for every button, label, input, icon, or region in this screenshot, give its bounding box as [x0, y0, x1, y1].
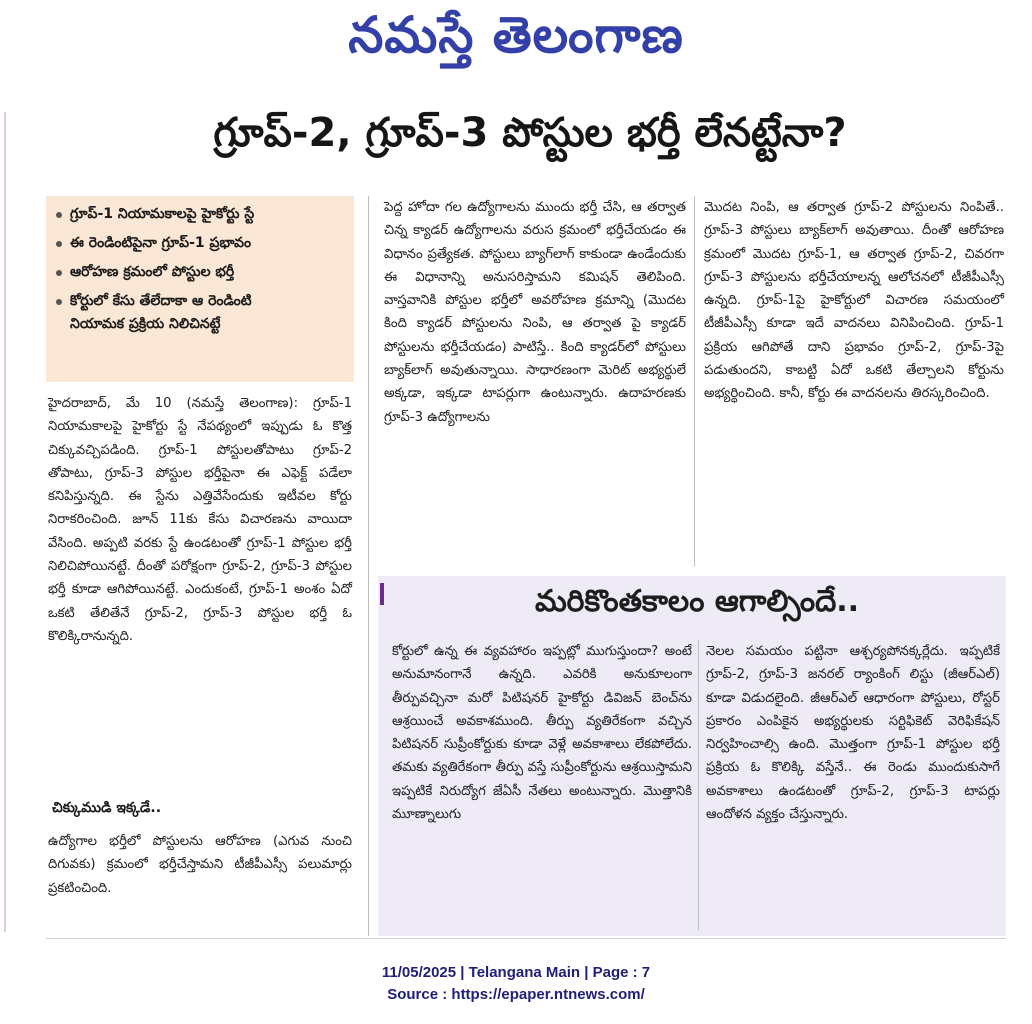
highlights-box	[46, 196, 354, 382]
article-column-1-continued	[48, 830, 352, 900]
paragraph: నెలల సమయం పట్టినా ఆశ్చర్యపోనక్కర్లేదు. ఇప్పటికే గ్రూప్-2, గ్రూప్-3 జనరల్ ర్యాంకింగ్ లిస్టు (జీఆర్ఎల్) కూడా విడుదలైంది. జీఆర్ఎల్ ఆధారంగా పోస్టులు, రోస్టర్ ప్రకారం ఎంపికైన అభ్యర్థులకు సర్టిఫికెట్ వెరిఫికేషన్ నిర్వహించాల్సి ఉంది. మొత్తంగా గ్రూప్-1 పోస్టుల భర్తీ ప్రక్రియ ఓ కొలిక్కి వస్తేనే.. ఈ రెండు ముందుకుసాగే అవకాశాలు ఉండటంతో గ్రూప్-2, గ్రూప్-3 టాపర్లు ఆందోళన వ్యక్తం చేస్తున్నారు.	[706, 644, 1000, 823]
highlight-item	[46, 258, 354, 287]
highlight-text: ఈ రెండింటిపైనా గ్రూప్-1 ప్రభావం	[70, 235, 252, 251]
sidebar-accent-bar	[380, 583, 384, 605]
highlight-text: నియామక ప్రక్రియ నిలిచినట్టే	[70, 316, 221, 332]
article-column-2	[384, 196, 686, 429]
highlight-text: కోర్టులో కేసు తేలేదాకా ఆ రెండింటి	[70, 293, 252, 309]
bullet-icon	[56, 299, 62, 305]
highlight-text: ఆరోహణ క్రమంలో పోస్టుల భర్తీ	[70, 264, 235, 280]
highlight-item	[46, 200, 354, 229]
page-footer	[0, 962, 1032, 1006]
bottom-rule	[46, 938, 1006, 939]
column-divider	[694, 196, 695, 566]
paragraph: మొదట నింపి, ఆ తర్వాత గ్రూప్-2 పోస్టులను నింపితే.. గ్రూప్-3 పోస్టులు బ్యాక్‌లాగ్ అవుతాయి. దీంతో ఆరోహణ క్రమంలో మొదట గ్రూప్-1, ఆ తర్వాత గ్రూప్-2, చివరగా గ్రూప్-3 పోస్టులను భర్తీచేయాలన్న ఆలోచనలో టీజీపీఎస్సీ ఉన్నది. గ్రూప్-1పై హైకోర్టులో విచారణ సమయంలో టీజీపీఎస్సీ కూడా ఇదే వాదనలు వినిపించింది. గ్రూప్-1 ప్రక్రియ ఆగిపోతే దాని ప్రభావం గ్రూప్-2, గ్రూప్-3పై పడుతుందని, కాబట్టి ఏదో ఒకటి తేల్చాలని కోర్టును అభ్యర్థించింది. కానీ, కోర్టు ఈ వాదనలను తిరస్కరించింది.	[704, 200, 1004, 402]
sidebar-column-2	[706, 640, 1000, 826]
highlight-item-continued	[46, 316, 354, 339]
footer-source-link[interactable]: Source : https://epaper.ntnews.com/	[387, 986, 645, 1003]
sidebar-story-title: మరికొంతకాలం ఆగాల్సిందే..	[534, 584, 860, 619]
footer-edition-info: 11/05/2025 | Telangana Main | Page : 7	[381, 964, 651, 981]
highlight-item	[46, 229, 354, 258]
article-column-3	[704, 196, 1004, 406]
paragraph: హైదరాబాద్, మే 10 (నమస్తే తెలంగాణ): గ్రూప్-1 నియామకాలపై హైకోర్టు స్టే నేపథ్యంలో ఇప్పుడు ఓ కొత్త చిక్కువచ్చిపడింది. గ్రూప్-1 పోస్టులతోపాటు గ్రూప్-2 తోపాటు, గ్రూప్-3 పోస్టుల భర్తీపైనా ఈ ఎఫెక్ట్ పడేలా కనిపిస్తున్నది. ఈ స్టేను ఎత్తివేసేందుకు ఇటీవల కోర్టు నిరాకరించింది. జూన్ 11కు కేసు విచారణను వాయిదా వేసింది. అప్పటి వరకు స్టే ఉండటంతో గ్రూప్-1 పోస్టుల భర్తీ నిలిచిపోయినట్టే. దీంతో పరోక్షంగా గ్రూప్-2, గ్రూప్-3 పోస్టుల భర్తీ కూడా ఆగిపోయినట్టే. ఎందుకంటే, గ్రూప్-1 అంశం ఏదో ఒకటి తేలితేనే గ్రూప్-2, గ్రూప్-3 పోస్టుల భర్తీ ఓ కొలిక్కిరానున్నది.	[48, 396, 352, 644]
article-subhead: చిక్కుముడి ఇక్కడే..	[52, 800, 162, 816]
paragraph: కోర్టులో ఉన్న ఈ వ్యవహారం ఇప్పట్లో ముగుస్తుందా? అంటే అనుమానంగానే ఉన్నది. ఎవరికి అనుకూలంగా తీర్పువచ్చినా మరో పిటిషనర్ హైకోర్టు డివిజన్ బెంచ్‌ను ఆశ్రయించే అవకాశముంది. తీర్పు వ్యతిరేకంగా వచ్చిన పిటిషనర్ సుప్రీంకోర్టుకు కూడా వెళ్లే అవకాశాలు లేకపోలేదు. తమకు వ్యతిరేకంగా తీర్పు వస్తే సుప్రీంకోర్టును ఆశ్రయిస్తామని ఇప్పటికే నిరుద్యోగ జేఏసీ నేతలు అంటున్నారు. మొత్తానికి మూణ్నాలుగు	[392, 644, 692, 823]
column-divider	[698, 640, 699, 930]
article-column-1	[48, 392, 352, 648]
bullet-icon	[56, 241, 62, 247]
bullet-icon	[56, 270, 62, 276]
masthead-logo: నమస్తే తెలంగాణ	[348, 6, 684, 64]
paragraph: పెద్ద హోదా గల ఉద్యోగాలను ముందు భర్తీ చేసి, ఆ తర్వాత చిన్న క్యాడర్ ఉద్యోగాలను వరుస క్రమంలో భర్తీచేయడం ఈ విధానం ప్రత్యేకత. పోస్టులు బ్యాగ్‌లాగ్ కాకుండా ఉండేందుకు ఈ విధానాన్ని అనుసరిస్తామని కమిషన్ తెలిపింది. వాస్తవానికి పోస్టుల భర్తీలో అవరోహణ క్రమాన్ని (మొదట కింది క్యాడర్ పోస్టులను నింపి, ఆ తర్వాత పై క్యాడర్ పోస్టులను భర్తీచేయడం) పాటిస్తే.. కింది క్యాడర్‌లో పోస్టులు బ్యాక్‌లాగ్ అవుతున్నాయి. సాధారణంగా మెరిట్ అభ్యర్థులే అక్కడా, ఇక్కడా టాపర్లుగా ఉంటున్నారు. ఉదాహరణకు గ్రూప్-3 ఉద్యోగాలను	[384, 200, 686, 425]
bullet-icon	[56, 212, 62, 218]
article-headline: గ్రూప్-2, గ్రూప్-3 పోస్టుల భర్తీ లేనట్టేనా?	[213, 110, 847, 156]
highlight-item	[46, 287, 354, 316]
sidebar-column-1	[392, 640, 692, 826]
paragraph: ఉద్యోగాల భర్తీలో పోస్టులను ఆరోహణ (ఎగువ నుంచి దిగువకు) క్రమంలో భర్తీచేస్తామని టీజీపీఎస్సీ పలుమార్లు ప్రకటించింది.	[48, 834, 352, 896]
column-divider	[368, 196, 369, 936]
left-margin-rule	[4, 112, 6, 932]
highlight-text: గ్రూప్-1 నియామకాలపై హైకోర్టు స్టే	[70, 206, 255, 222]
